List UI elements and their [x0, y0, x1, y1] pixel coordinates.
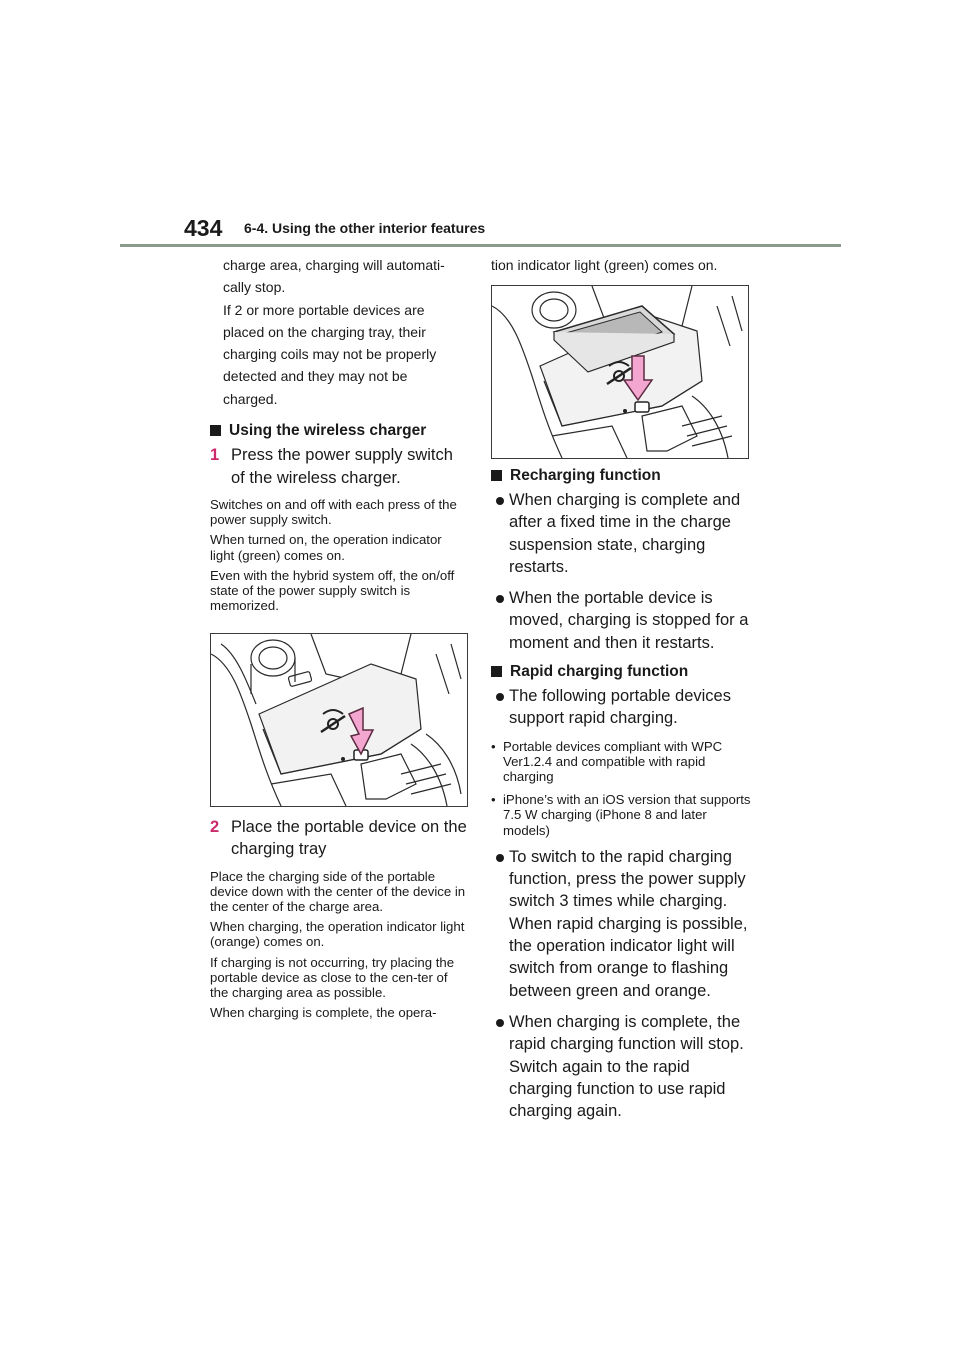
bullet-text: When charging is complete and after a fixed time in the charge suspension state, charging restarts. [509, 491, 741, 576]
bullet-text: The following portable devices support rapid charging. [509, 687, 731, 728]
bullet-dot-icon [496, 693, 504, 701]
square-bullet-icon [491, 666, 502, 677]
step-number: 2 [210, 817, 220, 836]
figure-power-switch [210, 633, 468, 807]
sub-bullet-text: iPhone’s with an iOS version that supports 7.5 W charging (iPhone 8 and later models) [503, 792, 751, 838]
charger-illustration-2 [492, 286, 748, 458]
subheading-text: Recharging function [510, 467, 661, 484]
step-note: If charging is not occurring, try placing the portable device as close to the cen-ter of the charging area as possible. [210, 954, 455, 1000]
page-number: 434 [184, 215, 223, 241]
step-1 [210, 444, 468, 489]
sub-bullet-marker: • [491, 792, 496, 808]
bullet-dot-icon [496, 1019, 504, 1027]
charger-illustration-1 [211, 634, 467, 806]
subheading-text: Using the wireless charger [229, 422, 427, 440]
sub-list-item [491, 792, 753, 838]
intro-line: cally stop. [223, 279, 286, 296]
step-text: Place the portable device on the charging tray [231, 817, 467, 858]
step-note: Place the charging side of the portable device down with the center of the device in the center of the charge area. [210, 868, 466, 914]
subheading-rapid-charging [491, 663, 753, 681]
right-column [491, 254, 753, 1131]
bullet-dot-icon [496, 595, 504, 603]
bullet-dot-icon [496, 497, 504, 505]
list-item [491, 1011, 753, 1122]
bullet-text: To switch to the rapid charging function, press the power supply switch 3 times while charging. When rapid charging is possible, the operation indicator light will switch from orange to flashing between green and orange. [509, 847, 748, 1000]
page-header [0, 0, 960, 250]
subheading-wireless-charger [210, 422, 468, 440]
bullet-dot-icon [496, 854, 504, 862]
list-item [491, 587, 753, 654]
step-number: 1 [210, 446, 220, 465]
intro-line: If 2 or more portable devices are [223, 301, 425, 318]
step-note: When charging, the operation indicator light (orange) comes on. [210, 919, 465, 950]
subheading-recharging [491, 467, 753, 485]
section-title: 6-4. Using the other interior features [244, 220, 486, 236]
square-bullet-icon [210, 425, 221, 436]
intro-line: charged. [223, 390, 278, 407]
list-item [491, 846, 753, 1002]
sub-bullet-marker: • [491, 738, 496, 754]
sub-bullet-text: Portable devices compliant with WPC Ver1.2.4 and compatible with rapid charging [503, 738, 723, 785]
step-text: Press the power supply switch of the wireless charger. [231, 446, 453, 487]
bullet-text: When charging is complete, the rapid charging function will stop. Switch again to the rapid charging function to use rapid charging again. [509, 1012, 744, 1121]
list-item [491, 489, 753, 578]
list-item [491, 685, 753, 730]
step-2 [210, 816, 468, 861]
intro-line: charging coils may not be properly [223, 346, 437, 363]
step-note: Even with the hybrid system off, the on/off state of the power supply switch is memorized. [210, 567, 455, 614]
power-switch-icon [635, 402, 649, 412]
sub-list-item [491, 739, 753, 785]
header-rule [120, 244, 841, 247]
intro-line: charge area, charging will automati- [223, 257, 445, 273]
step-note: When turned on, the operation indicator light (green) comes on. [210, 532, 442, 563]
step-note: When charging is complete, the opera- [210, 1005, 437, 1021]
figure-device-on-tray [491, 285, 749, 459]
intro-text [210, 254, 468, 410]
step-note: Switches on and off with each press of the power supply switch. [210, 497, 457, 528]
subheading-text: Rapid charging function [510, 663, 689, 681]
bullet-text: When the portable device is moved, charging is stopped for a moment and then it restarts. [509, 589, 749, 652]
intro-line: detected and they may not be [223, 368, 408, 385]
intro-line: placed on the charging tray, their [223, 323, 426, 340]
continuation-text: tion indicator light (green) comes on. [491, 257, 718, 273]
left-column [210, 254, 468, 1025]
square-bullet-icon [491, 470, 502, 481]
